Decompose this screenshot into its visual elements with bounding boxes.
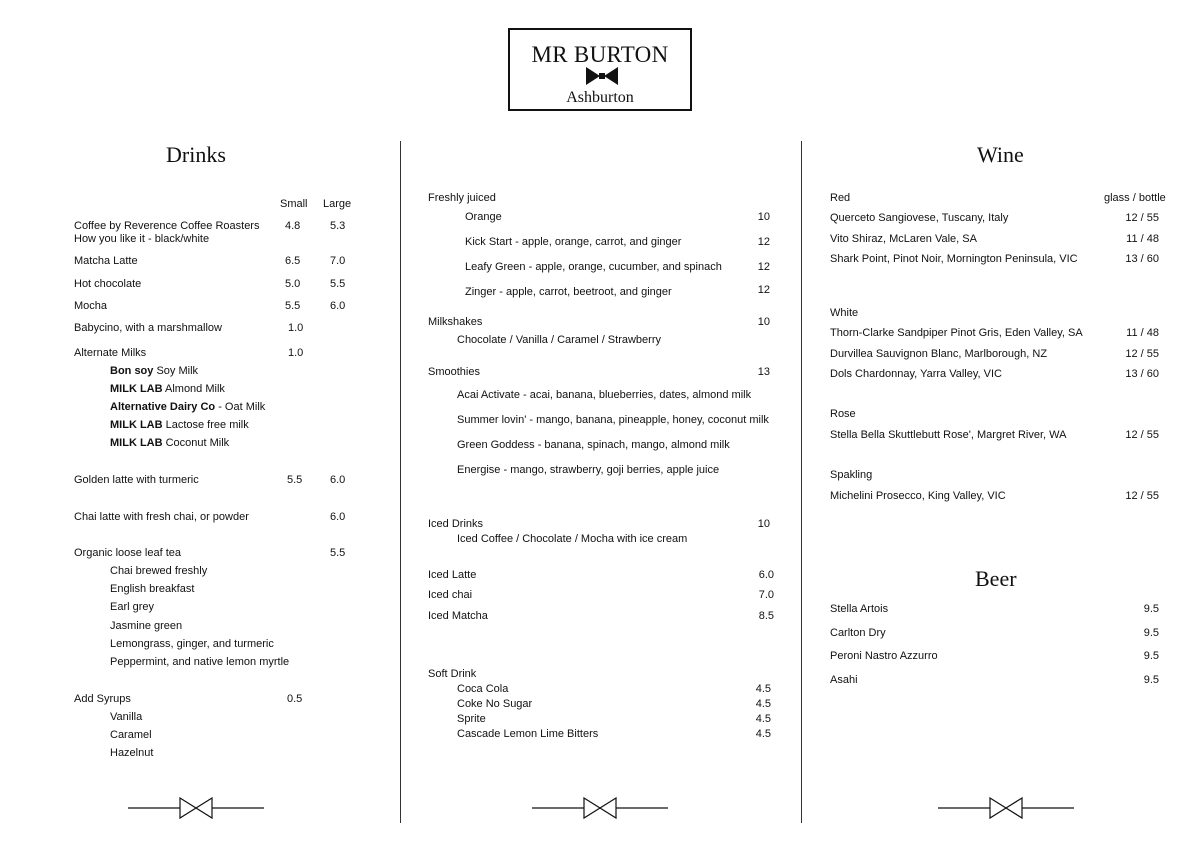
price-small: 6.5 <box>285 255 301 267</box>
bow-tie-divider-icon <box>938 796 1074 820</box>
price-large: 5.3 <box>330 220 346 232</box>
price: 12 <box>757 284 770 296</box>
menu-item-name: Michelini Prosecco, King Valley, VIC <box>830 490 1006 502</box>
price: 12 <box>757 261 770 273</box>
price: 13 / 60 <box>1125 253 1159 265</box>
price-large: 7.0 <box>330 255 346 267</box>
menu-item-name: Orange <box>465 211 502 223</box>
menu-item-name: Iced Matcha <box>428 610 488 622</box>
price: 12 / 55 <box>1125 212 1159 224</box>
section-title: Iced Drinks <box>428 518 484 530</box>
wine-title: Wine <box>977 142 1024 167</box>
price-large: 6.0 <box>330 474 346 486</box>
price: 10 <box>757 211 770 223</box>
list-item: Hazelnut <box>110 747 154 759</box>
menu-item-name: Babycino, with a marshmallow <box>74 322 222 334</box>
price: 13 / 60 <box>1125 368 1159 380</box>
price: 12 / 55 <box>1125 348 1159 360</box>
list-item: English breakfast <box>110 583 195 595</box>
price-small: 5.0 <box>285 278 301 290</box>
section-title: Soft Drink <box>428 668 477 680</box>
section-title: Rose <box>830 408 856 420</box>
price-small: 5.5 <box>285 300 301 312</box>
price-large: 6.0 <box>330 300 346 312</box>
section-title: White <box>830 307 859 319</box>
column-divider <box>400 141 401 823</box>
menu-item-name: Zinger - apple, carrot, beetroot, and ginger <box>465 286 672 298</box>
price-large: 6.0 <box>330 511 346 523</box>
list-item: Energise - mango, strawberry, goji berries, apple juice <box>457 464 720 476</box>
logo-name: MR BURTON <box>531 42 669 67</box>
section-title: Milkshakes <box>428 316 483 328</box>
menu-item-name: Mocha <box>74 300 108 312</box>
menu-item-name: Chai latte with fresh chai, or powder <box>74 511 249 523</box>
list-item: Earl grey <box>110 601 155 613</box>
list-item: Alternative Dairy Co - Oat Milk <box>110 401 266 413</box>
menu-item-name: Golden latte with turmeric <box>74 474 199 486</box>
column-divider <box>801 141 802 823</box>
logo-location: Ashburton <box>566 89 634 106</box>
price-small: 5.5 <box>287 474 303 486</box>
price-small: 1.0 <box>288 347 304 359</box>
price-large: 5.5 <box>330 547 346 559</box>
beer-title: Beer <box>975 566 1017 591</box>
price: 13 <box>757 366 770 378</box>
menu-item-desc: Chocolate / Vanilla / Caramel / Strawberry <box>457 334 661 346</box>
price: 4.5 <box>755 728 771 740</box>
list-item: Lemongrass, ginger, and turmeric <box>110 638 274 650</box>
menu-item-name: Leafy Green - apple, orange, cucumber, and spinach <box>465 261 722 273</box>
price: 4.5 <box>755 713 771 725</box>
menu-item-name: Coca Cola <box>457 683 509 695</box>
bow-tie-icon <box>586 66 618 86</box>
list-item: Summer lovin' - mango, banana, pineapple, honey, coconut milk <box>457 414 769 426</box>
price: 9.5 <box>1143 603 1159 615</box>
menu-item-name: Carlton Dry <box>830 627 886 639</box>
list-item: Peppermint, and native lemon myrtle <box>110 656 290 668</box>
logo <box>508 28 692 111</box>
price: 4.5 <box>755 698 771 710</box>
menu-item-name: Iced Latte <box>428 569 477 581</box>
menu-item-name: Stella Artois <box>830 603 889 615</box>
bow-tie-divider-icon <box>532 796 668 820</box>
menu-item-name: Hot chocolate <box>74 278 142 290</box>
menu-item-name: Alternate Milks <box>74 347 147 359</box>
list-item: Jasmine green <box>110 620 183 632</box>
list-item: Acai Activate - acai, banana, blueberries, dates, almond milk <box>457 389 752 401</box>
menu-item-name: Thorn-Clarke Sandpiper Pinot Gris, Eden Valley, SA <box>830 327 1083 339</box>
menu-item-name: Stella Bella Skuttlebutt Rose', Margret River, WA <box>830 429 1067 441</box>
menu-item-name: Dols Chardonnay, Yarra Valley, VIC <box>830 368 1003 380</box>
list-item: Green Goddess - banana, spinach, mango, almond milk <box>457 439 730 451</box>
price: 10 <box>757 518 770 530</box>
menu-item-name: Durvillea Sauvignon Blanc, Marlborough, NZ <box>830 348 1048 360</box>
price: 10 <box>757 316 770 328</box>
menu-item-name: Sprite <box>457 713 486 725</box>
price: 9.5 <box>1143 627 1159 639</box>
price: 4.5 <box>755 683 771 695</box>
col-header-glass-bottle: glass / bottle <box>1104 192 1166 204</box>
price: 8.5 <box>758 610 774 622</box>
menu-item-name: Shark Point, Pinot Noir, Mornington Peninsula, VIC <box>830 253 1078 265</box>
bow-tie-divider-icon <box>128 796 264 820</box>
menu-item-name: Iced chai <box>428 589 473 601</box>
section-title: Spakling <box>830 469 873 481</box>
col-large-header: Large <box>323 198 352 210</box>
col-small-header: Small <box>280 198 308 210</box>
price-small: 4.8 <box>285 220 301 232</box>
price-small: 0.5 <box>287 693 303 705</box>
menu-item-name: Querceto Sangiovese, Tuscany, Italy <box>830 212 1009 224</box>
menu-item-name: Organic loose leaf tea <box>74 547 182 559</box>
price: 12 / 55 <box>1125 490 1159 502</box>
price: 11 / 48 <box>1126 327 1159 339</box>
list-item: Bon soy Soy Milk <box>110 365 199 377</box>
price: 6.0 <box>758 569 774 581</box>
menu-item-name: Add Syrups <box>74 693 131 705</box>
price: 9.5 <box>1143 674 1159 686</box>
drinks-title: Drinks <box>166 142 226 167</box>
price-small: 1.0 <box>288 322 304 334</box>
menu-item-name: Kick Start - apple, orange, carrot, and ginger <box>465 236 682 248</box>
list-item: MILK LAB Almond Milk <box>110 383 225 395</box>
menu-item-name: Peroni Nastro Azzurro <box>830 650 938 662</box>
price: 11 / 48 <box>1126 233 1159 245</box>
price: 12 <box>757 236 770 248</box>
menu-item-name: Vito Shiraz, McLaren Vale, SA <box>830 233 977 245</box>
menu-item-desc: How you like it - black/white <box>74 233 210 245</box>
section-title: Freshly juiced <box>428 192 496 204</box>
price: 9.5 <box>1143 650 1159 662</box>
menu-item-desc: Iced Coffee / Chocolate / Mocha with ice cream <box>457 533 688 545</box>
list-item: Vanilla <box>110 711 143 723</box>
section-title: Smoothies <box>428 366 480 378</box>
menu-item-name: Coke No Sugar <box>457 698 533 710</box>
price: 12 / 55 <box>1125 429 1159 441</box>
price: 7.0 <box>758 589 774 601</box>
price-large: 5.5 <box>330 278 346 290</box>
menu-item-name: Matcha Latte <box>74 255 138 267</box>
list-item: MILK LAB Coconut Milk <box>110 437 230 449</box>
list-item: Caramel <box>110 729 152 741</box>
menu-item-name: Coffee by Reverence Coffee Roasters <box>74 220 260 232</box>
section-title: Red <box>830 192 851 204</box>
list-item: Chai brewed freshly <box>110 565 208 577</box>
menu-item-name: Cascade Lemon Lime Bitters <box>457 728 599 740</box>
list-item: MILK LAB Lactose free milk <box>110 419 249 431</box>
menu-item-name: Asahi <box>830 674 858 686</box>
